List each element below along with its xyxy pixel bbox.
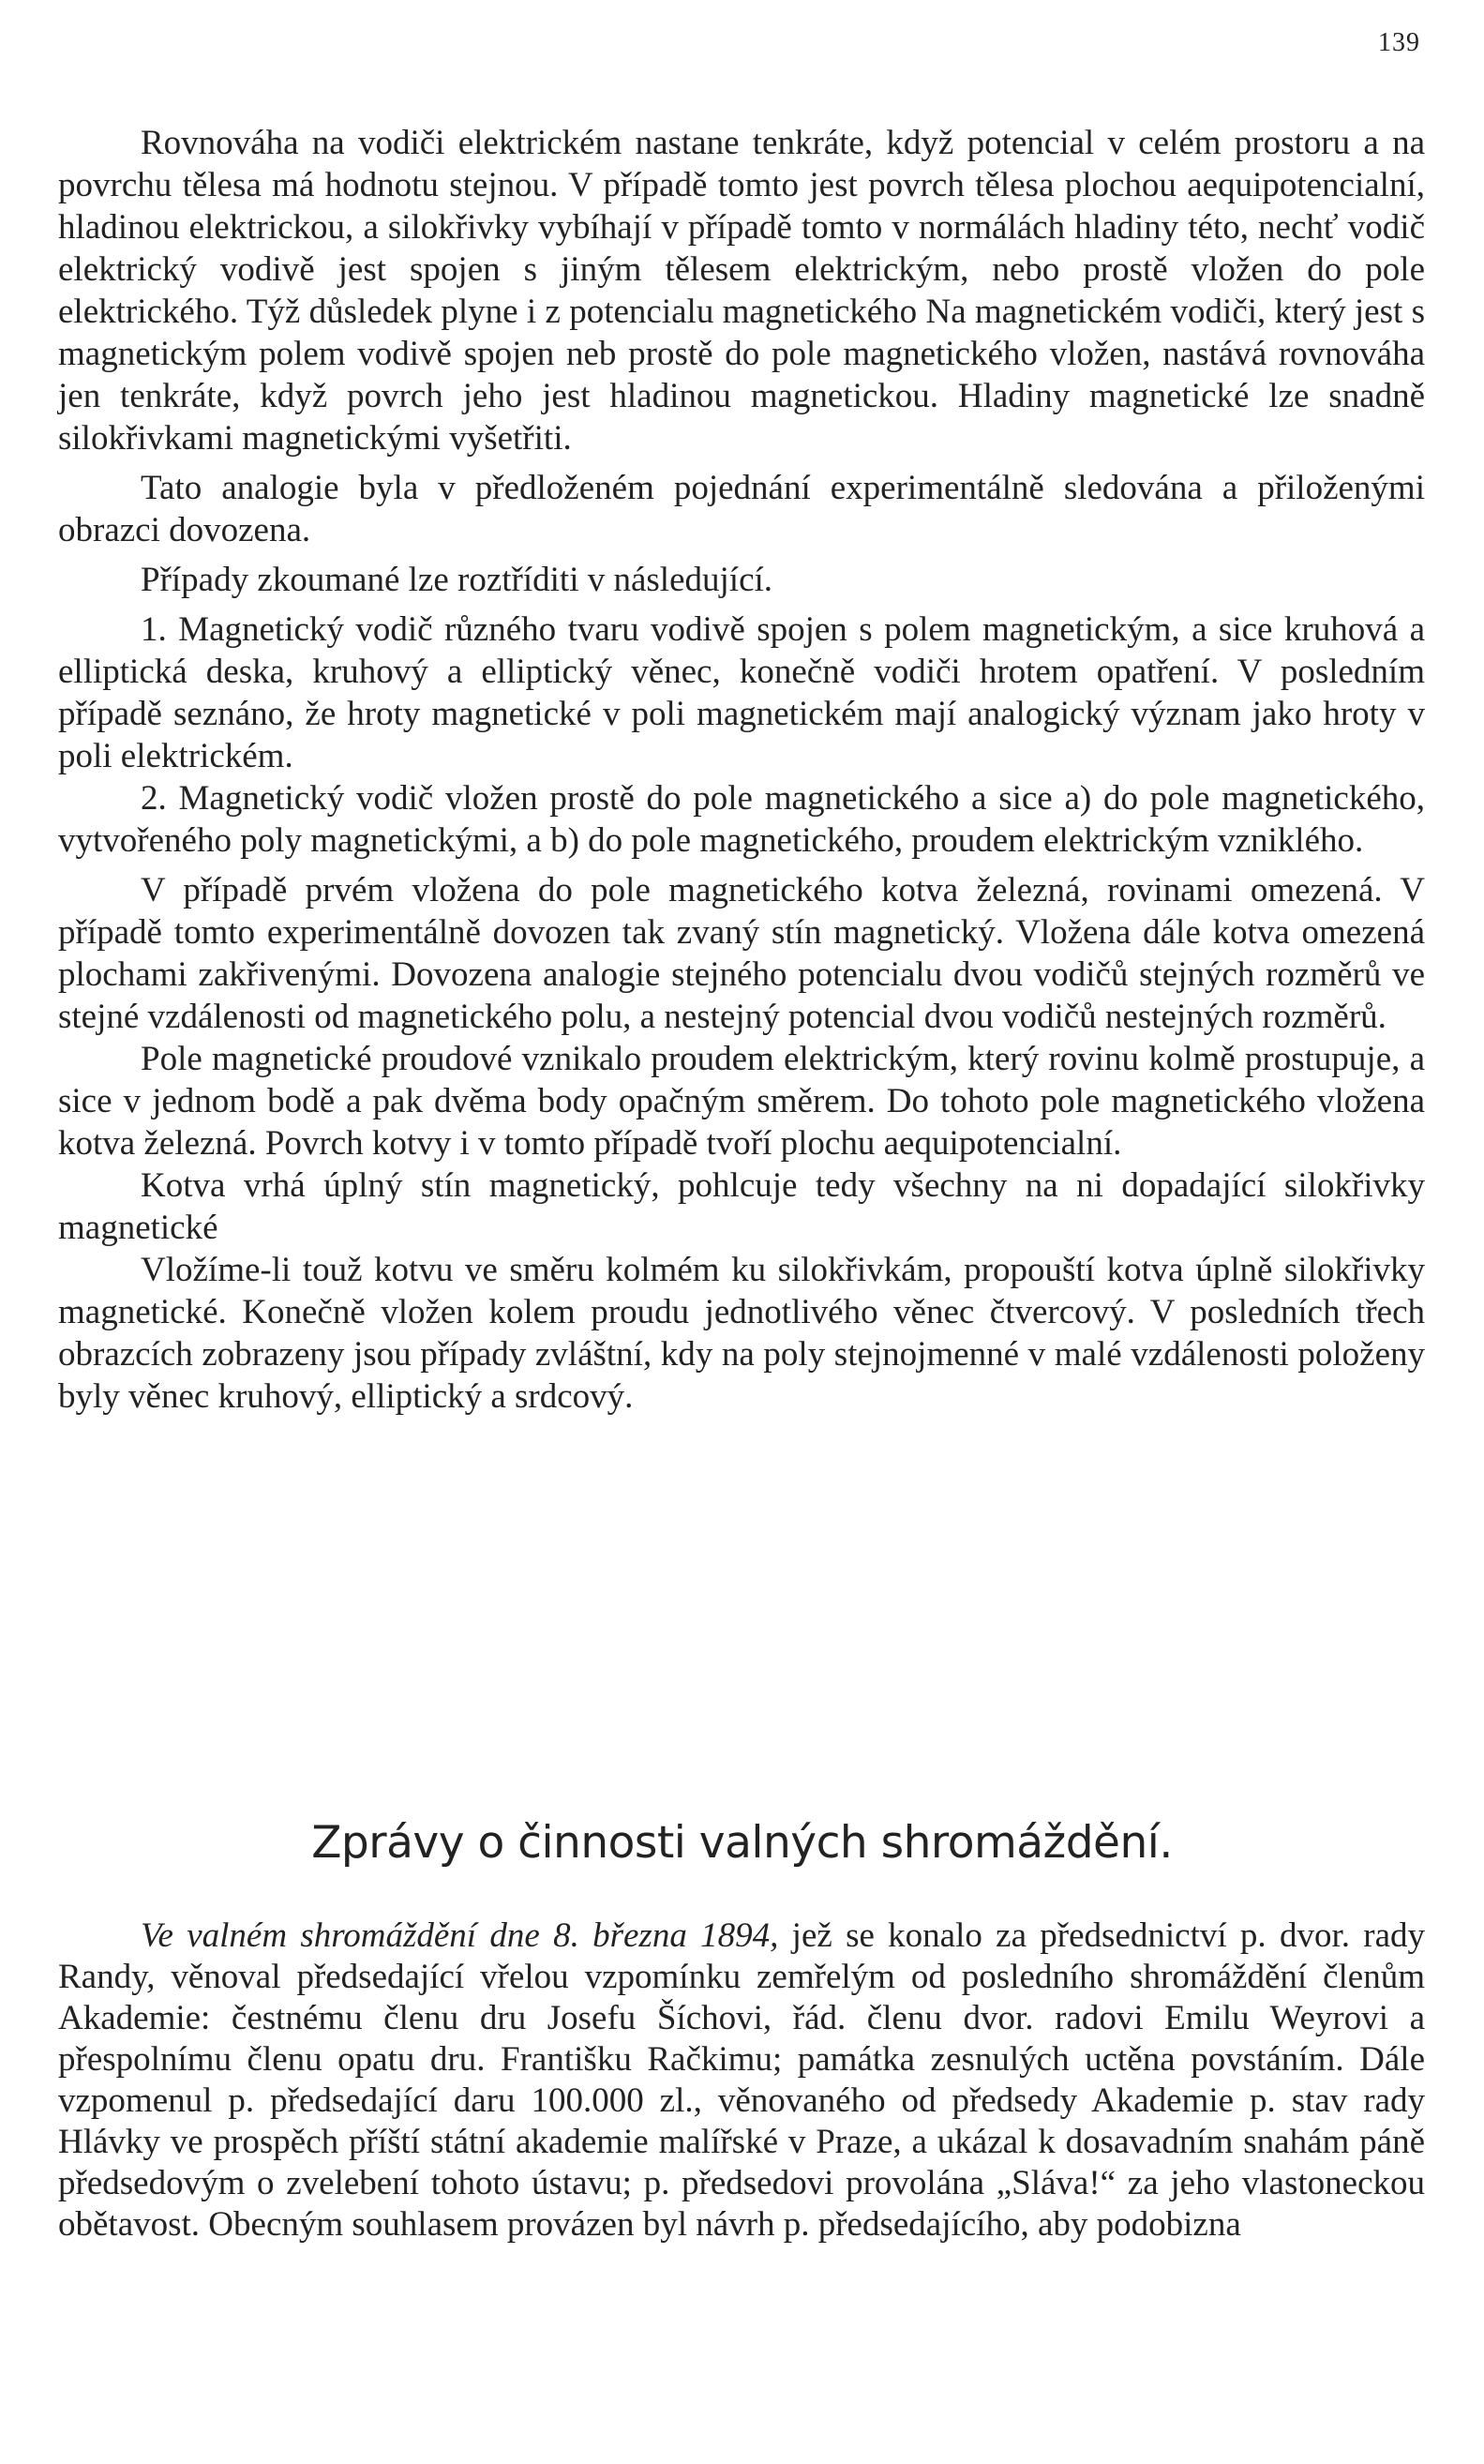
section-title: Zprávy o činnosti valných shromáždění. <box>311 1817 1173 1869</box>
paragraph-case-2: 2. Magnetický vodič vložen prostě do pole magnetického a sice a) do pole magnetického, vytvořeného poly magnetickými, a b) do pole magnetického, proudem elektrickým vzniklého. <box>58 779 1425 860</box>
report-paragraph <box>58 1916 1425 2246</box>
main-text <box>58 122 1425 1418</box>
paragraph-shadow: Kotva vrhá úplný stín magnetický, pohlcuje tedy všechny na ni dopadající silokřivky magnetické <box>58 1166 1425 1247</box>
paragraph-current-field: Pole magnetické proudové vznikalo proudem elektrickým, který rovinu kolmě prostupuje, a sice v jednom bodě a pak dvěma body opačným směrem. Do tohoto pole magnetického vložena kotva železná. Povrch kotvy i v tomto případě tvoří plochu aequipotencialní. <box>58 1040 1425 1163</box>
report-text <box>58 1916 1425 2246</box>
page-number: 139 <box>1378 28 1420 57</box>
paragraph-case-1: 1. Magnetický vodič různého tvaru vodivě spojen s polem magnetickým, a sice kruhová a elliptická deska, kruhový a elliptický věnec, konečně vodiči hrotem opatření. V posledním případě seznáno, že hroty magnetické v poli magnetickém mají analogický význam jako hroty v poli elektrickém. <box>58 610 1425 775</box>
paragraph-first-case: V případě prvém vložena do pole magnetického kotva železná, rovinami omezená. V případě tomto experimentálně dovozen tak zvaný stín magnetický. Vložena dále kotva omezená plochami zakřivenými. Dovozena analogie stejného potencialu dvou vodičů stejných rozměrů ve stejné vzdálenosti od magnetického polu, a nestejný potencial dvou vodičů nestejných rozměrů. <box>58 871 1425 1036</box>
paragraph-equilibrium: Rovnováha na vodiči elektrickém nastane tenkráte, když potencial v celém prostoru a na povrchu tělesa má hodnotu stejnou. V případě tomto jest povrch tělesa plochou aequipotencialní, hladinou elektrickou, a silokřivky vybíhají v případě tomto v normálách hladiny této, nechť vodič elektrický vodivě jest spojen s jiným tělesem elektrickým, nebo prostě vložen do pole elektrického. Týž důsledek plyne i z potencialu magnetického Na magnetickém vodiči, který jest s magnetickým polem vodivě spojen neb prostě do pole magnetického vložen, nastává rovnováha jen tenkráte, když povrch jeho jest hladinou magnetickou. Hladiny magnetické lze snadně silokřivkami magnetickými vyšetřiti. <box>58 124 1425 458</box>
paragraph-perpendicular: Vložíme-li touž kotvu ve směru kolmém ku silokřivkám, propouští kotva úplně silokřivky magnetické. Konečně vložen kolem proudu jednotlivého věnec čtvercový. V posledních třech obrazcích zobrazeny jsou případy zvláštní, kdy na poly stejnojmenné v malé vzdálenosti položeny byly věnec kruhový, elliptický a srdcový. <box>58 1251 1425 1416</box>
report-lead: Ve valném shromáždění dne 8. března 1894, <box>141 1916 779 1955</box>
paragraph-analogy: Tato analogie byla v předloženém pojednání experimentálně sledována a přiloženými obrazci dovozena. <box>58 469 1425 549</box>
report-body: jež se konalo za předsednictví p. dvor. rady Randy, věnoval předsedající vřelou vzpomínku zemřelým od posledního shromáždění členům Akademie: čestnému členu dru Josefu Šíchovi, řád. členu dvor. radovi Emilu Weyrovi a přespolnímu členu opatu dru. Františku Račkimu; památka zesnulých uctěna povstáním. Dále vzpomenul p. předsedající daru 100.000 zl., věnovaného od předsedy Akademie p. stav rady Hlávky ve prospěch příští státní akademie malířské v Praze, a ukázal k dosavadním snahám páně předsedovým o zvelebení tohoto ústavu; p. předsedovi provolána „Sláva!“ za jeho vlastoneckou obětavost. Obecným souhlasem provázen byl návrh p. předsedajícího, aby podobizna <box>58 1916 1426 2244</box>
paragraph-cases: Případy zkoumané lze roztříditi v následující. <box>141 561 773 599</box>
